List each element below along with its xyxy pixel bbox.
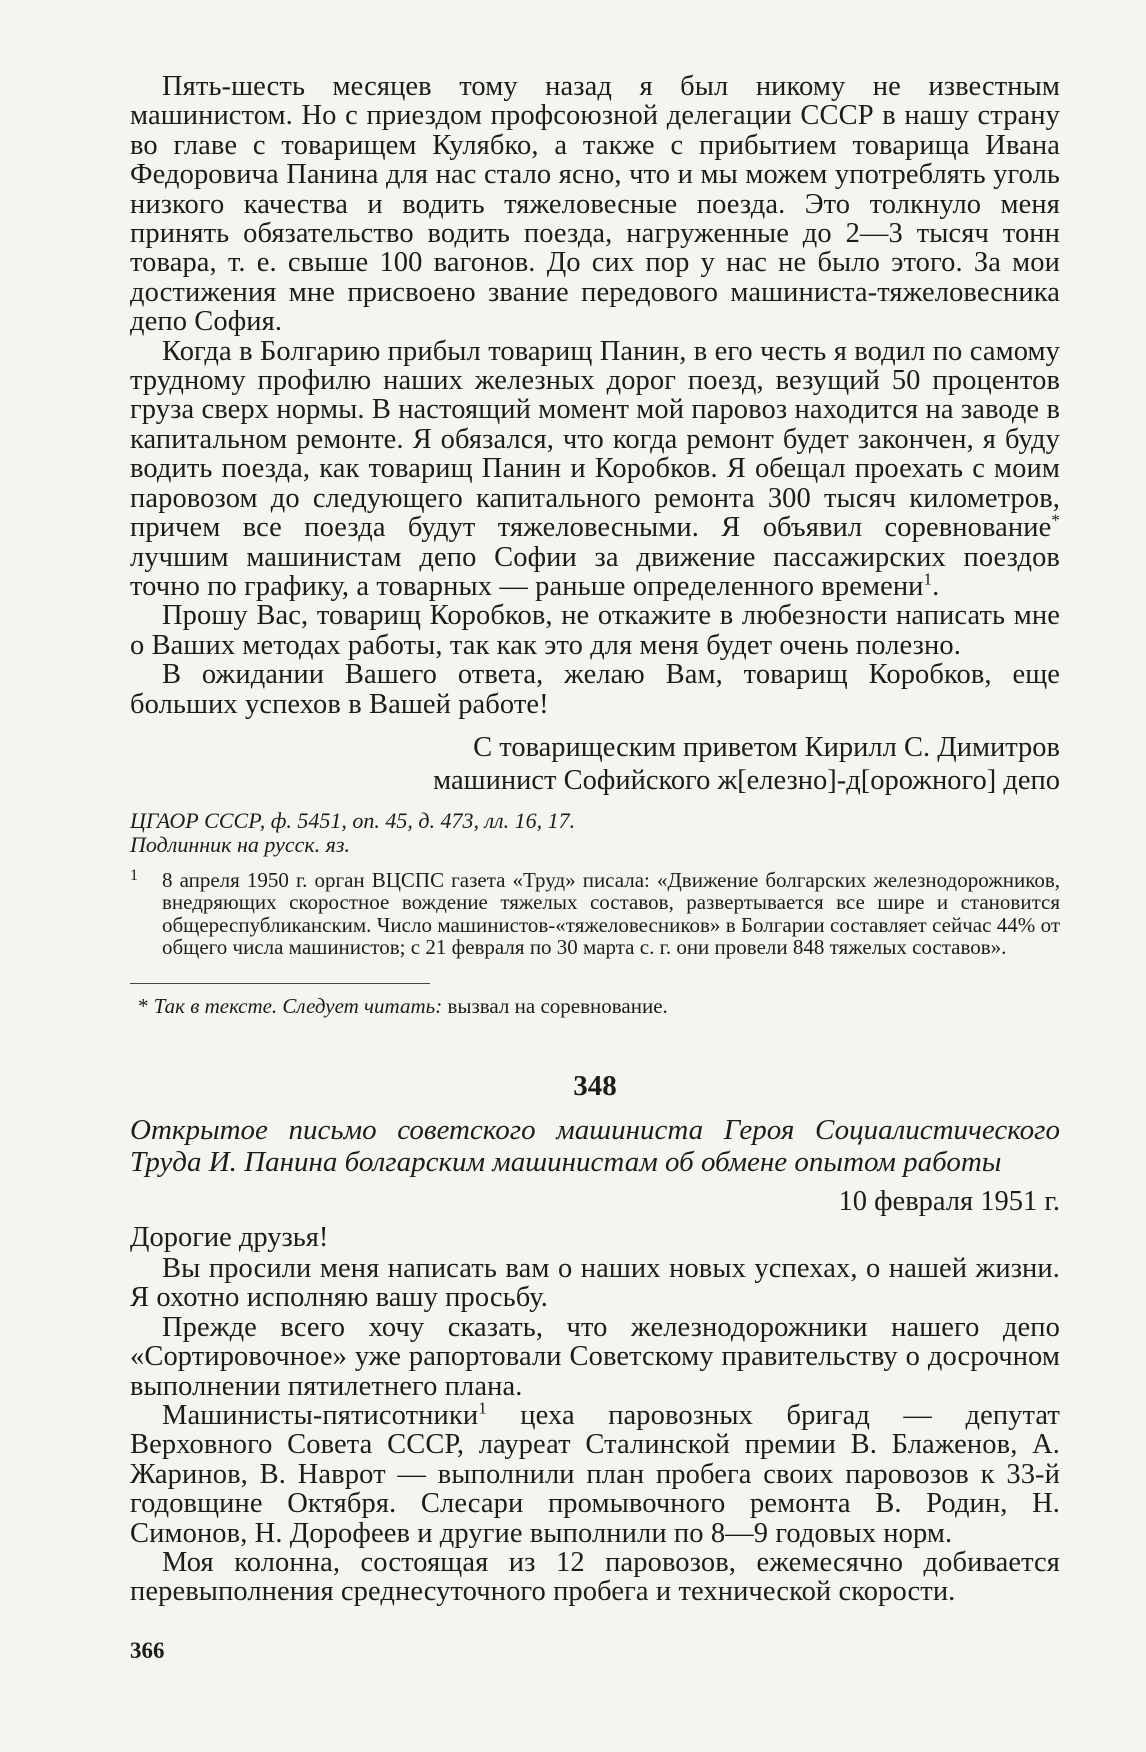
footnote-1: 1 8 апреля 1950 г. орган ВЦСПС газета «Труд» писала: «Движение болгарских железнодорожников, внедряющих скоростное вождение тяжелых составов, развертывается все шире и становится общереспубликанским. Число машинистов-«тяжеловесников» в Болгарии составляет сейчас 44% от общего числа машинистов; с 21 февраля по 30 марта с. г. они провели 848 тяжелых составов». (130, 866, 1060, 960)
footnote-mark: 1 (130, 866, 138, 884)
signature-line-1: С товарищеским приветом Кирилл С. Димитров (473, 731, 1060, 763)
doc-paragraph-4: Моя колонна, состоящая из 12 паровозов, ежемесячно добивается перевыполнения среднесуточного пробега и технической скорости. (130, 1547, 1060, 1608)
greeting: Дорогие друзья! (130, 1221, 329, 1253)
asterisk-note: * Так в тексте. Следует читать: вызвал на соревнование. (138, 993, 668, 1018)
letter-paragraph-1: Пять-шесть месяцев тому назад я был никому не известным машинистом. Но с приездом профсоюзной делегации СССР в нашу страну во главе с товарищем Кулябко, а также с прибытием товарища Ивана Федоровича Панина для нас стало ясно, что и мы можем употреблять уголь низкого качества и водить тяжеловесные поезда. Это толкнуло меня принять обязательство водить поезда, нагруженные до 2—3 тысяч тонн товара, т. е. свыше 100 вагонов. До сих пор у нас не было этого. За мои достижения мне присвоено звание передового машиниста-тяжеловесника депо София. (130, 71, 1060, 338)
footnote-ref-1: 1 (478, 1398, 487, 1418)
footnote-ref-1: 1 (923, 569, 933, 589)
document-date: 10 февраля 1951 г. (838, 1185, 1060, 1217)
doc-paragraph-1: Вы просили меня написать вам о наших новых успехах, о нашей жизни. Я охотно исполняю вашу просьбу. (130, 1252, 1060, 1314)
asterisk-ref: * (1051, 510, 1060, 530)
document-number: 348 (573, 1069, 617, 1102)
footnote-divider (130, 983, 430, 984)
letter-paragraph-3: Прошу Вас, товарищ Коробков, не откажите в любезности написать мне о Ваших методах работы, так как это для меня будет очень полезно. (130, 600, 1060, 661)
signature-line-2: машинист Софийского ж[елезно]-д[орожного] депо (433, 764, 1060, 796)
letter-paragraph-4: В ожидании Вашего ответа, желаю Вам, товарищ Коробков, еще больших успехов в Вашей работе! (130, 659, 1060, 720)
doc-paragraph-2: Прежде всего хочу сказать, что железнодорожники нашего депо «Сортировочное» уже рапортовали Советскому правительству о досрочном выполнении пятилетнего плана. (130, 1311, 1060, 1402)
page-content (130, 72, 1060, 1607)
archive-language: Подлинник на русск. яз. (130, 831, 350, 857)
document-title: Открытое письмо советского машиниста Героя Социалистического Труда И. Панина болгарским машинистам об обмене опытом работы (130, 1113, 1060, 1178)
doc-paragraph-3: Машинисты-пятисотники$^1$ цеха паровозных бригад — депутат Верховного Совета СССР, лауреат Сталинской премии В. Блаженов, А. Жаринов, В. Наврот — выполнили план пробега своих паровозов к 33-й годовщине Октября. Слесари промывочного ремонта В. Родин, Н. Симонов, Н. Дорофеев и другие выполнили по 8—9 годовых норм. (130, 1398, 1060, 1549)
letter-paragraph-2: Когда в Болгарию прибыл товарищ Панин, в его честь я водил по самому трудному профилю наших железных дорог поезд, везущий 50 процентов груза сверх нормы. В настоящий момент мой паровоз находится на заводе в капитальном ремонте. Я обязался, что когда ремонт будет закончен, я буду водить поезда, как товарищ Панин и Коробков. Я обещал проехать с моим паровозом до следующего капитального ремонта 300 тысяч километров, причем все поезда будут тяжеловесными. Я объявил соревнование* лучшим машинистам депо Софии за движение пассажирских поездов точно по графику, а товарных — раньше определенного времени$^1$. (130, 335, 1060, 602)
archive-reference: ЦГАОР СССР, ф. 5451, оп. 45, д. 473, лл. 16, 17. (130, 807, 576, 833)
page-number: 366 (130, 1638, 165, 1663)
